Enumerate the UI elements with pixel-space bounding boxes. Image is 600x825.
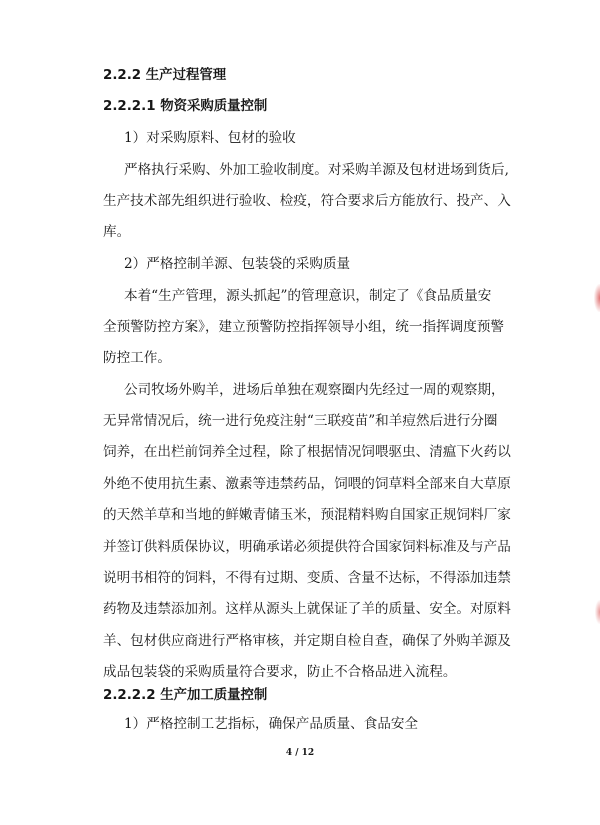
paragraph-line: 外绝不使用抗生素、激素等违禁药品，饲喂的饲草料全部来自大草原 [103,476,511,492]
paragraph-line: 的天然羊草和当地的鲜嫩青储玉米，预混精料购自国家正规饲料厂家 [103,507,511,523]
heading-2-2-2: 2.2.2 生产过程管理 [103,68,227,83]
paragraph-line: 生产技术部先组织进行验收、检疫，符合要求后方能放行、投产、入 [103,193,511,209]
paragraph-line: 防控工作。 [103,350,171,366]
heading-2-2-2-1: 2.2.2.1 物资采购质量控制 [103,99,268,114]
item-2-title: 2）严格控制羊源、包装袋的采购质量 [124,256,351,272]
page-number: 4 / 12 [285,748,315,758]
paragraph-line: 严格执行采购、外加工验收制度。对采购羊源及包材进场到货后, [124,162,509,178]
paragraph-line: 药物及违禁添加剂。这样从源头上就保证了羊的质量、安全。对原料 [103,601,511,617]
paragraph-line: 无异常情况后，统一进行免疫注射“三联疫苗”和羊痘然后进行分圈 [103,413,498,429]
item-1-title: 1）对采购原料、包材的验收 [124,130,296,146]
paragraph-line: 本着“生产管理，源头抓起”的管理意识，制定了《食品质量安 [124,288,492,304]
paragraph-line: 全预警防控方案》，建立预警防控指挥领导小组，统一指挥调度预警 [103,319,505,335]
paragraph-line: 羊、包材供应商进行严格审核，并定期自检自查，确保了外购羊源及 [103,633,511,649]
seal-stamp-edge [594,284,600,312]
item-3-title: 1）严格控制工艺指标，确保产品质量、食品安全 [124,716,419,732]
paragraph-line: 说明书相符的饲料，不得有过期、变质、含量不达标，不得添加违禁 [103,570,511,586]
heading-2-2-2-2: 2.2.2.2 生产加工质量控制 [103,688,268,703]
paragraph-line: 公司牧场外购羊，进场后单独在观察圈内先经过一周的观察期， [124,382,505,398]
paragraph-line: 饲养，在出栏前饲养全过程，除了根据情况饲喂驱虫、清瘟下火药以 [103,444,511,460]
paragraph-line: 成品包装袋的采购质量符合要求，防止不合格品进入流程。 [103,664,457,680]
seal-stamp-edge [595,600,600,624]
paragraph-line: 并签订供料质保协议，明确承诺必须提供符合国家饲料标准及与产品 [103,539,511,555]
paragraph-line: 库。 [103,224,131,240]
